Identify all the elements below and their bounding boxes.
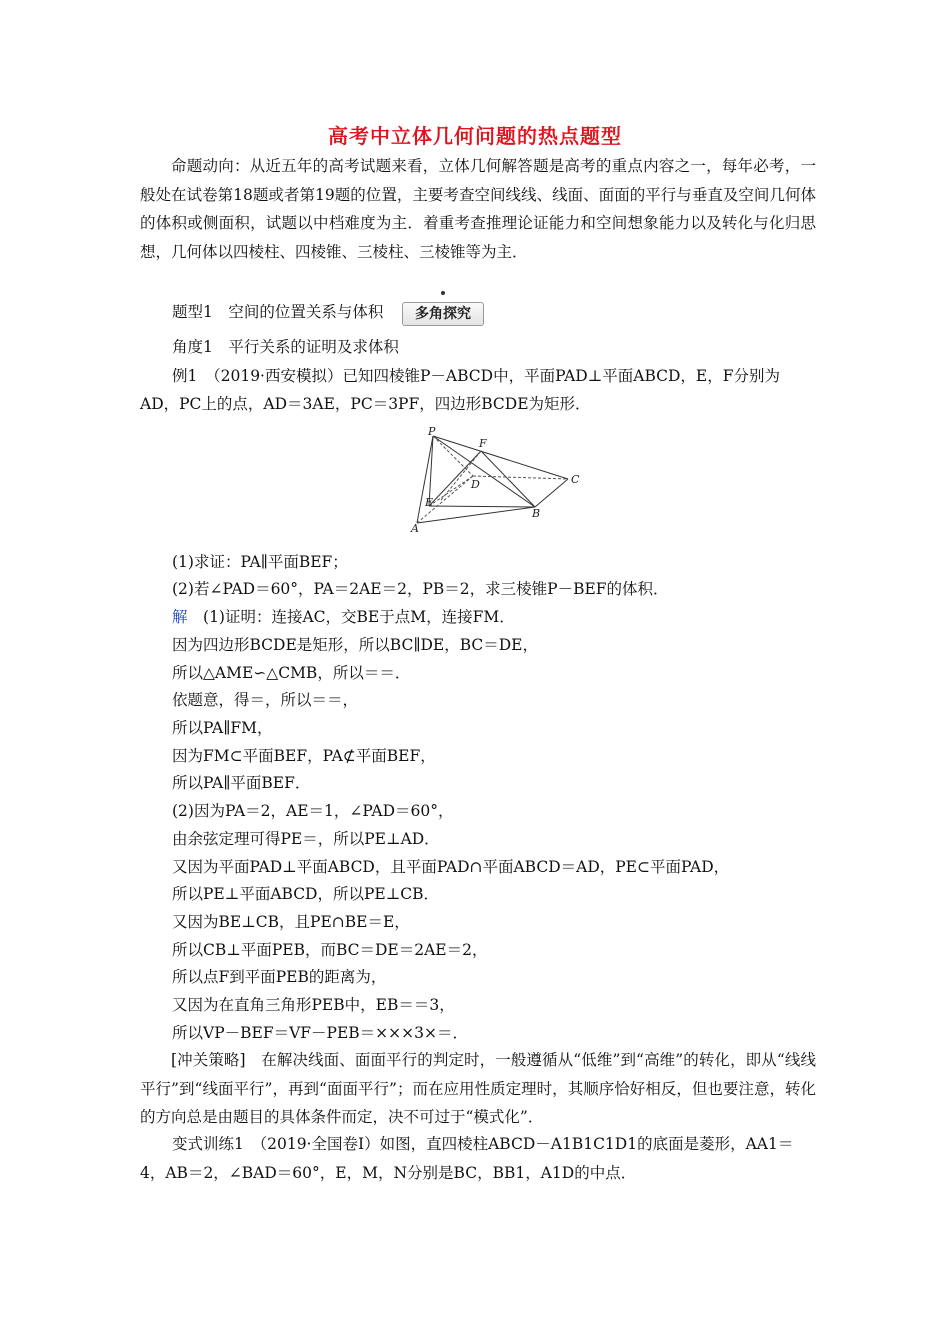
solution-line: (2)因为PA＝2，AE＝1，∠PAD＝60°，	[172, 802, 454, 820]
label-E: E	[425, 496, 434, 509]
edge-EF-hidden	[441, 451, 481, 500]
edge-DC	[473, 476, 568, 479]
edge-EB	[429, 506, 535, 507]
solution-line: 因为FM⊂平面BEF，PA⊄平面BEF，	[172, 747, 436, 765]
edge-ED	[429, 476, 473, 506]
solution-line: 又因为平面PAD⊥平面ABCD，且平面PAD∩平面ABCD＝AD，PE⊂平面PAD，	[172, 858, 730, 876]
angle-heading: 角度1 平行关系的证明及求体积	[172, 338, 399, 356]
edge-AB	[417, 507, 535, 523]
label-F: F	[479, 437, 487, 450]
label-D: D	[471, 478, 480, 491]
edge-BC	[535, 479, 568, 507]
badge-dot-icon	[441, 291, 445, 295]
solution-line: 所以PA∥平面BEF．	[172, 774, 311, 792]
question-1: (1)求证：PA∥平面BEF；	[172, 553, 348, 571]
solution-line: 又因为在直角三角形PEB中，EB＝＝3，	[172, 996, 455, 1014]
solution-line: 又因为BE⊥CB，且PE∩BE＝E，	[172, 913, 410, 931]
document-title: 高考中立体几何问题的热点题型	[328, 124, 622, 148]
exercise-line-2: 4，AB＝2，∠BAD＝60°，E，M，N分别是BC，BB1，A1D的中点．	[140, 1164, 637, 1182]
label-C: C	[571, 473, 580, 486]
section-heading: 题型1 空间的位置关系与体积	[172, 303, 384, 321]
intro-paragraph: 命题动向：从近五年的高考试题来看，立体几何解答题是高考的重点内容之一，每年必考，一般处在试卷第18题或者第19题的位置，主要考查空间线线、线面、面面的平行与垂直及空间几何体的体积或侧面积，试题以中档难度为主．着重考查推理论证能力和空间想象能力以及转化与化归思想，几何体以四棱柱、四棱锥、三棱柱、三棱锥等为主．	[140, 157, 816, 261]
solution-part1-intro: (1)证明：连接AC，交BE于点M，连接FM．	[187, 608, 515, 626]
example-line-2: AD，PC上的点，AD＝3AE，PC＝3PF，四边形BCDE为矩形．	[140, 395, 591, 413]
solution-first-line	[172, 607, 515, 627]
strategy-paragraph: [冲关策略] 在解决线面、面面平行的判定时，一般遵循从“低维”到“高维”的转化，即从“线线平行”到“线面平行”，再到“面面平行”；而在应用性质定理时，其顺序恰好相反，但也要注意，转化的方向总是由题目的具体条件而定，决不可过于“模式化”．	[140, 1051, 816, 1126]
solution-line: 所以△AME∽△CMB，所以＝＝．	[172, 664, 411, 682]
question-2: (2)若∠PAD＝60°，PA＝2AE＝2，PB＝2，求三棱锥P－BEF的体积．	[172, 580, 669, 598]
solution-line: 因为四边形BCDE是矩形，所以BC∥DE，BC＝DE，	[172, 636, 538, 654]
solution-line: 所以VP－BEF＝VF－PEB＝×××3×＝．	[172, 1024, 468, 1042]
label-A: A	[411, 522, 419, 535]
multi-angle-badge[interactable]: 多角探究	[402, 302, 484, 326]
pyramid-figure	[405, 424, 590, 536]
solution-line: 由余弦定理可得PE＝，所以PE⊥AD．	[172, 830, 440, 848]
label-B: B	[532, 507, 541, 520]
edge-PC	[433, 436, 568, 479]
exercise-line-1: 变式训练1 （2019·全国卷Ⅰ）如图，直四棱柱ABCD－A1B1C1D1的底面是菱形，AA1＝	[172, 1135, 794, 1153]
example-line-1: 例1 （2019·西安模拟）已知四棱锥P－ABCD中，平面PAD⊥平面ABCD，E，F分别为	[172, 367, 781, 385]
solution-line: 所以PE⊥平面ABCD，所以PE⊥CB．	[172, 885, 440, 903]
label-P: P	[428, 425, 436, 438]
solution-line: 依题意，得＝，所以＝＝，	[172, 691, 359, 709]
solution-line: 所以点F到平面PEB的距离为，	[172, 968, 387, 986]
solution-line: 所以PA∥FM，	[172, 719, 273, 737]
solution-label: 解	[172, 608, 188, 626]
solution-line: 所以CB⊥平面PEB，而BC＝DE＝2AE＝2，	[172, 941, 488, 959]
